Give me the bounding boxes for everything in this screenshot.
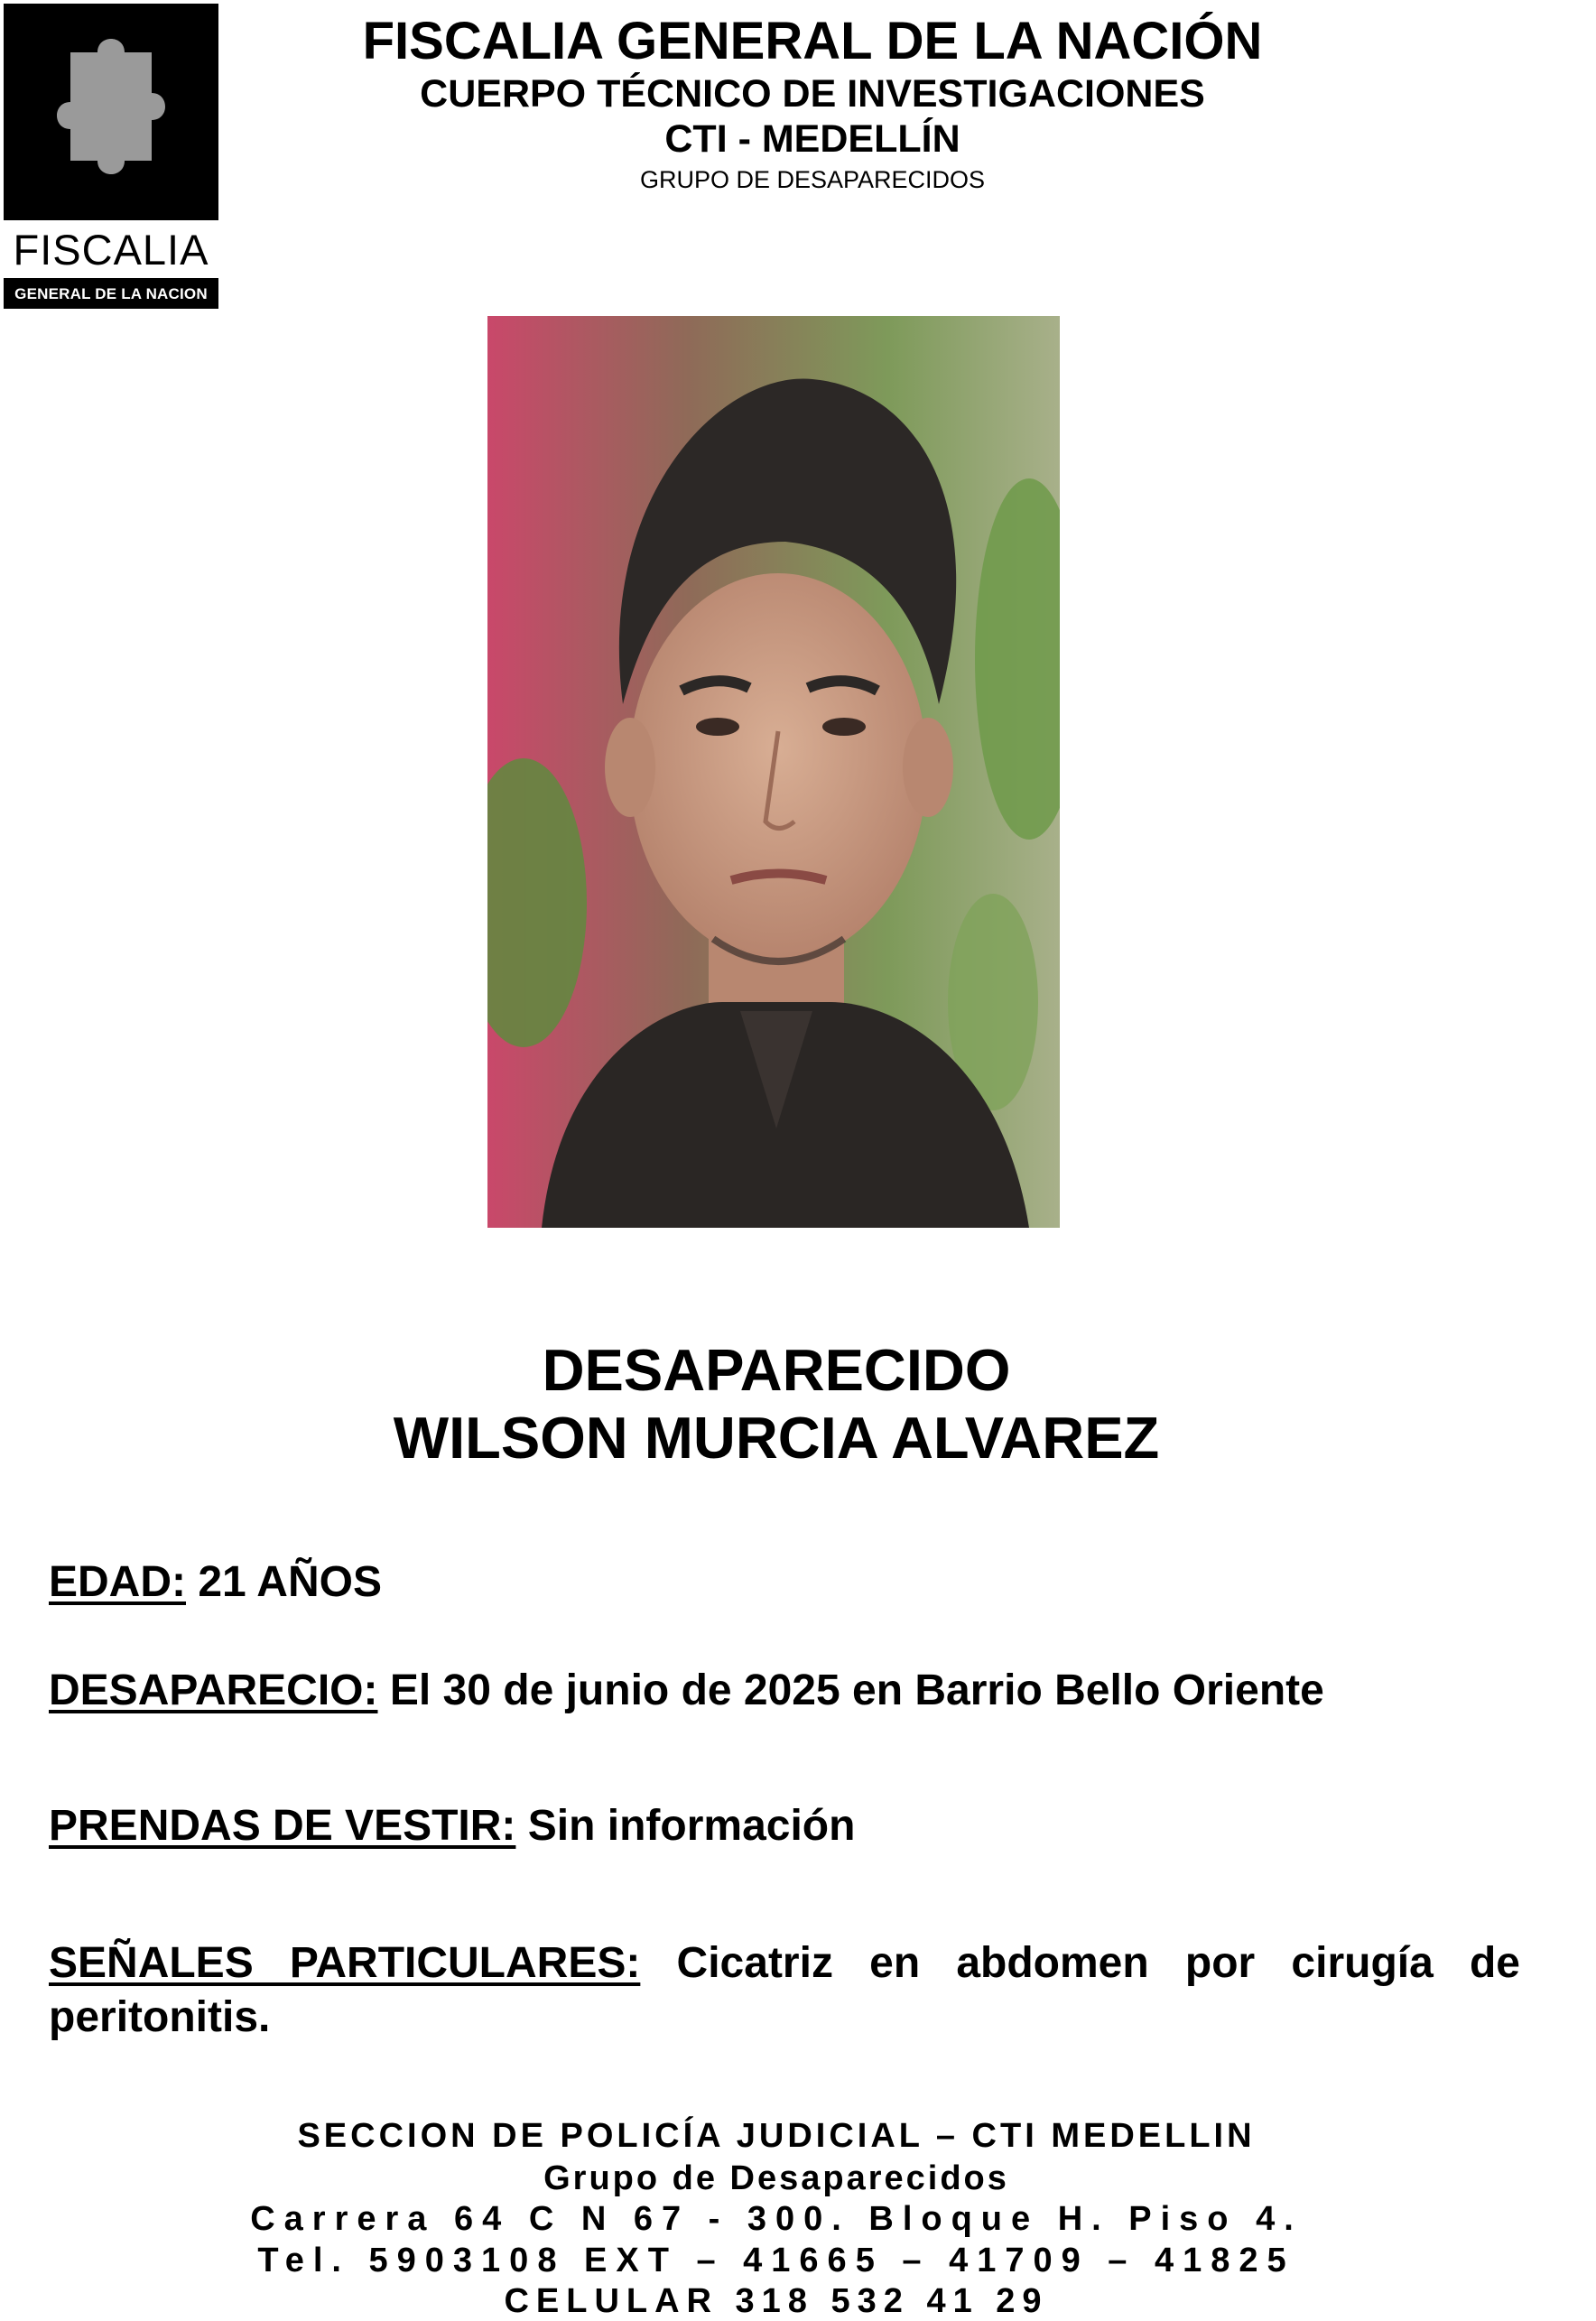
marks-line-1 — [49, 1936, 1520, 1991]
marks-value-line-2: peritonitis. — [49, 1993, 271, 2041]
missing-date-field — [49, 1666, 1520, 1715]
clothing-label: PRENDAS DE VESTIR: — [49, 1802, 516, 1850]
age-label: EDAD: — [49, 1558, 186, 1606]
logo-subword: GENERAL DE LA NACION — [4, 279, 218, 309]
header-city: CTI - MEDELLÍN — [664, 117, 960, 161]
header-subtitle: CUERPO TÉCNICO DE INVESTIGACIONES — [420, 72, 1205, 116]
puzzle-piece-icon — [34, 16, 188, 206]
footer-address: Carrera 64 C N 67 - 300. Bloque H. Piso 4. — [250, 2200, 1303, 2238]
marks-value-line-1: Cicatriz en abdomen por cirugía de — [676, 1939, 1520, 1987]
clothing-value: Sin información — [527, 1802, 856, 1850]
fiscalia-logo — [4, 4, 218, 309]
footer-phone: Tel. 5903108 EXT – 41665 – 41709 – 41825 — [257, 2242, 1295, 2279]
missing-date-label: DESAPARECIO: — [49, 1666, 378, 1714]
age-value: 21 AÑOS — [198, 1558, 382, 1606]
clothing-field — [49, 1801, 1520, 1851]
missing-status: DESAPARECIDO — [542, 1337, 1011, 1403]
footer-group: Grupo de Desaparecidos — [543, 2159, 1009, 2197]
age-field — [49, 1557, 1520, 1607]
logo-word: FISCALIA — [4, 225, 218, 274]
footer-section: SECCION DE POLICÍA JUDICIAL – CTI MEDELLIN — [297, 2117, 1256, 2155]
header-group: GRUPO DE DESAPARECIDOS — [639, 166, 986, 193]
marks-label: SEÑALES PARTICULARES: — [49, 1939, 641, 1987]
missing-date-value: El 30 de junio de 2025 en Barrio Bello Oriente — [389, 1666, 1324, 1714]
missing-person-photo — [487, 316, 1060, 1228]
footer-mobile: CELULAR 318 532 41 29 — [504, 2282, 1049, 2320]
missing-person-name: WILSON MURCIA ALVAREZ — [393, 1405, 1160, 1471]
header-title: FISCALIA GENERAL DE LA NACIÓN — [362, 12, 1263, 70]
distinguishing-marks-field — [49, 1936, 1520, 2045]
